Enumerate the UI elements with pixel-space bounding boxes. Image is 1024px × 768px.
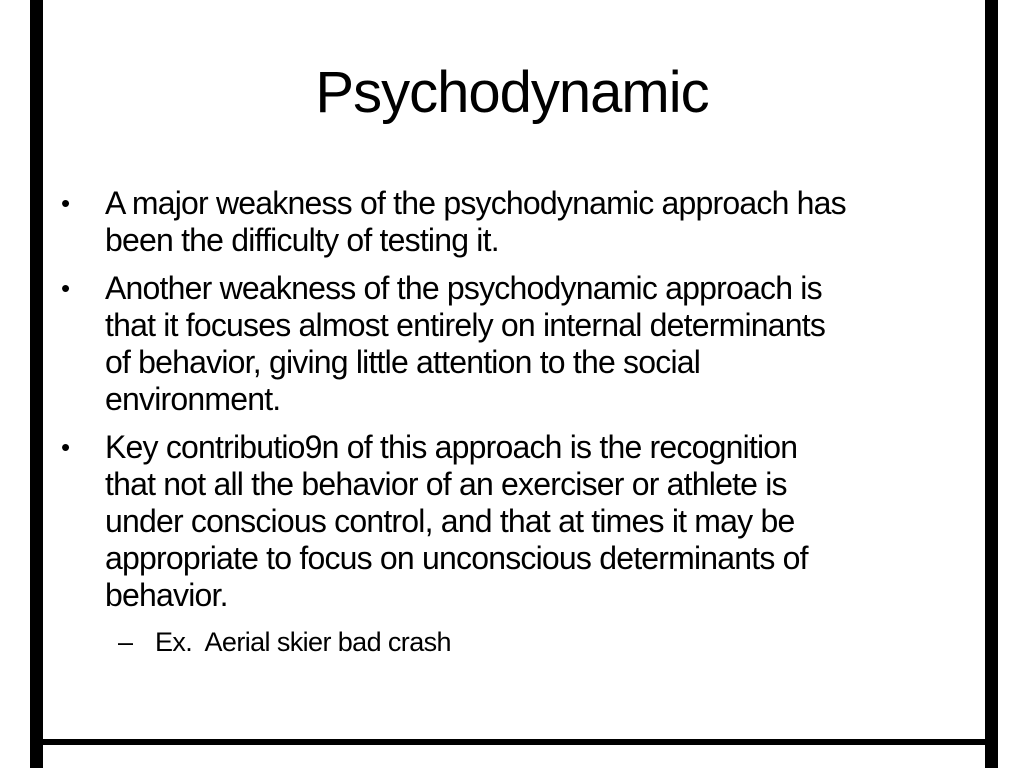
slide-body — [58, 185, 993, 659]
bullet-dot-icon: • — [61, 272, 71, 303]
dash-icon: – — [118, 626, 134, 657]
bullet-text-line: A major weakness of the psychodynamic approach has — [105, 184, 846, 221]
bullet-text — [105, 429, 808, 614]
bullet-item — [58, 429, 993, 614]
bullet-text — [105, 270, 825, 418]
bullet-text-line: Key contributio9n of this approach is the recognition — [105, 428, 798, 465]
slide-edge-bottom-rule — [30, 739, 998, 745]
bullet-dot-icon: • — [61, 431, 71, 462]
bullet-text-line: of behavior, giving little attention to the social — [105, 343, 701, 380]
bullet-text-line: environment. — [105, 380, 281, 417]
bullet-text-line: behavior. — [105, 576, 228, 613]
bullet-text-line: that not all the behavior of an exerciser or athlete is — [105, 465, 787, 502]
bullet-text-line: appropriate to focus on unconscious determinants of — [105, 539, 808, 576]
sub-bullet-text: Ex. Aerial skier bad crash — [155, 626, 451, 657]
bullet-item — [58, 185, 993, 259]
bullet-text-line: been the difficulty of testing it. — [105, 221, 499, 258]
bullet-text-line: Another weakness of the psychodynamic approach is — [105, 269, 822, 306]
bullet-item — [58, 270, 993, 418]
slide-title: Psychodynamic — [315, 60, 709, 125]
bullet-text — [105, 185, 846, 259]
bullet-text-line: that it focuses almost entirely on internal determinants — [105, 306, 826, 343]
slide-edge-right-bar — [985, 0, 998, 768]
slide-edge-left-bar — [30, 0, 43, 768]
bullet-dot-icon: • — [61, 187, 71, 218]
sub-bullet-item — [116, 625, 993, 659]
bullet-text-line: under conscious control, and that at times it may be — [105, 502, 795, 539]
